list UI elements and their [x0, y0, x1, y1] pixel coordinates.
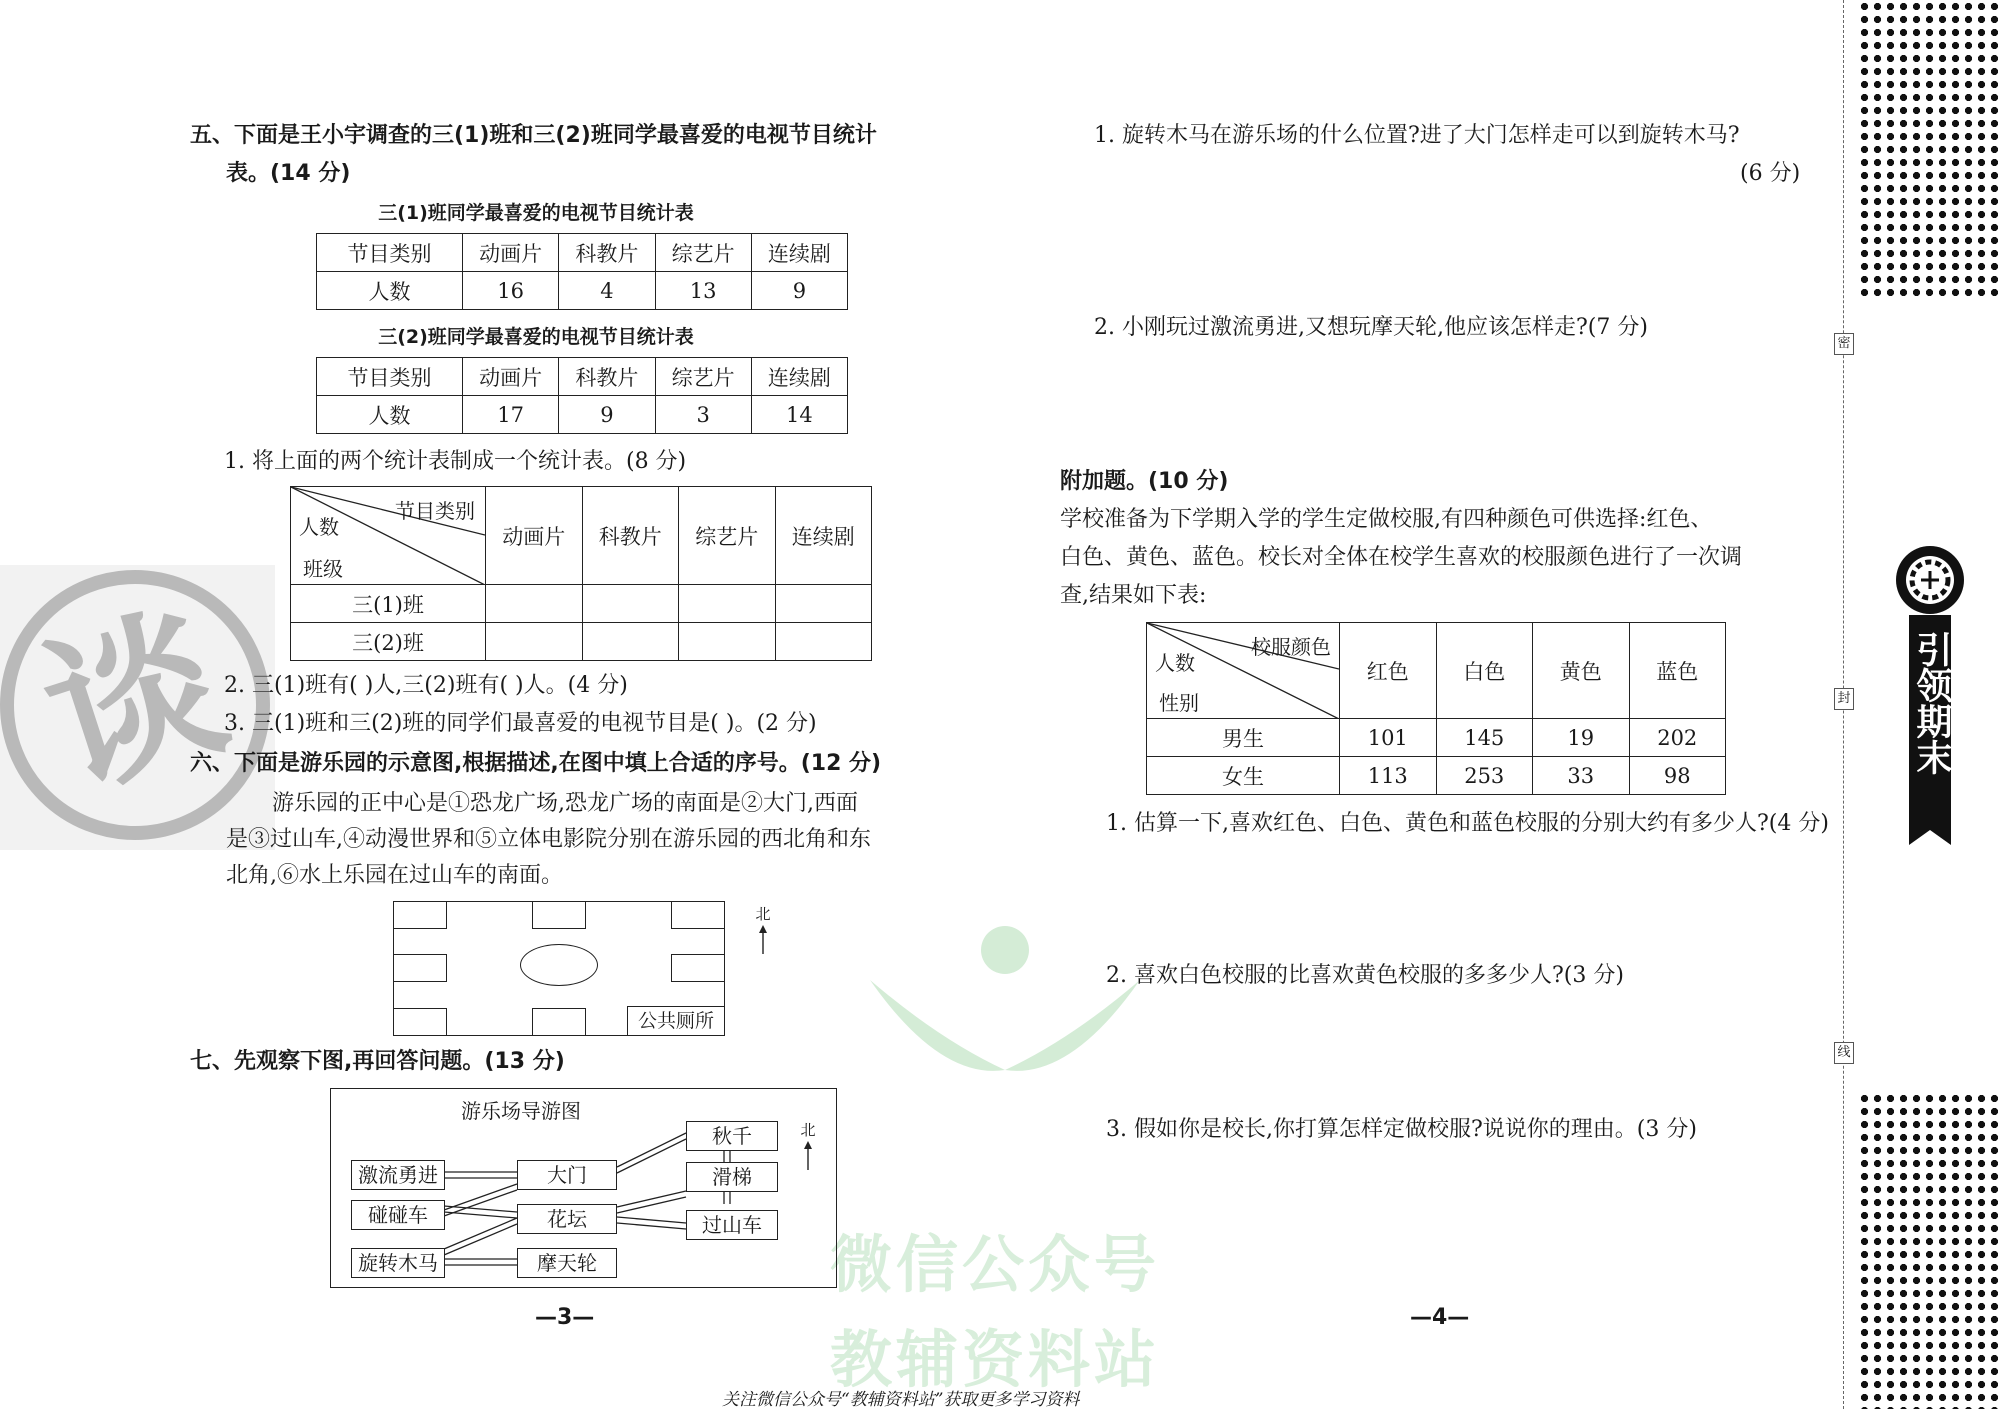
- table1-cat: 综艺片: [655, 234, 751, 272]
- uniform-value: 202: [1629, 719, 1726, 757]
- park-slot[interactable]: [532, 902, 586, 929]
- side-tab-text: 引领期末: [1911, 631, 1952, 775]
- q5-sub2: 2. 三(1)班有( )人,三(2)班有( )人。(4 分): [224, 673, 628, 698]
- toilet-label: 公共厕所: [637, 1010, 714, 1032]
- table1-caption: 三(1)班同学最喜爱的电视节目统计表: [378, 202, 694, 224]
- q6-body-line1: 游乐园的正中心是①恐龙广场,恐龙广场的南面是②大门,西面: [272, 791, 858, 816]
- table1-value: 4: [559, 272, 655, 310]
- watermark-line1: 微信公众号: [830, 1228, 1161, 1301]
- place-coaster: 过山车: [686, 1210, 778, 1240]
- q7-title: 七、先观察下图,再回答问题。(13 分): [190, 1049, 565, 1074]
- class2-table: [316, 357, 848, 434]
- watermark-logo: [830, 920, 1180, 1080]
- north-label: 北: [755, 905, 771, 923]
- bonus-line2: 白色、黄色、蓝色。校长对全体在校学生喜欢的校服颜色进行了一次调: [1060, 545, 1743, 570]
- uniform-value: 145: [1436, 719, 1533, 757]
- bonus-line1: 学校准备为下学期入学的学生定做校服,有四种颜色可供选择:红色、: [1060, 507, 1713, 532]
- uniform-value: 19: [1533, 719, 1630, 757]
- combined-blank-cell[interactable]: [679, 585, 776, 623]
- combined-cat: 动画片: [486, 487, 583, 585]
- bonus-title: 附加题。(10 分): [1060, 469, 1229, 494]
- table2-row-label: 人数: [317, 396, 463, 434]
- park-slot[interactable]: [394, 1008, 447, 1035]
- uniform-header-mid: 人数: [1155, 651, 1195, 675]
- place-ferris: 摩天轮: [517, 1248, 617, 1278]
- combined-blank-cell[interactable]: [582, 623, 679, 661]
- park-slot[interactable]: [671, 954, 724, 982]
- table1-cat: 连续剧: [751, 234, 847, 272]
- q7-sub1-line2: (6 分): [1740, 161, 1801, 186]
- uniform-color: 红色: [1340, 623, 1437, 719]
- park-slot[interactable]: [394, 902, 447, 929]
- combined-blank-cell[interactable]: [775, 623, 872, 661]
- q6-body-line2: 是③过山车,④动漫世界和⑤立体电影院分别在游乐园的西北角和东: [226, 827, 871, 852]
- table2-cat: 科教片: [559, 358, 655, 396]
- uniform-value: 113: [1340, 757, 1437, 795]
- combined-cat: 综艺片: [679, 487, 776, 585]
- combined-blank-cell[interactable]: [486, 585, 583, 623]
- combined-blank-cell[interactable]: [486, 623, 583, 661]
- combined-table[interactable]: [290, 486, 872, 661]
- north-arrow-icon: [797, 1140, 819, 1170]
- table2-value: 17: [463, 396, 559, 434]
- q6-title: 六、下面是游乐园的示意图,根据描述,在图中填上合适的序号。(12 分): [190, 751, 882, 776]
- uniform-color: 蓝色: [1629, 623, 1726, 719]
- footer-note: 关注微信公众号“教辅资料站”获取更多学习资料: [722, 1390, 1080, 1410]
- uniform-header-top: 校服颜色: [1251, 635, 1331, 659]
- page-number-right: —4—: [1410, 1305, 1470, 1330]
- park-diagram: [393, 901, 725, 1036]
- svg-text:谈: 谈: [22, 581, 246, 823]
- combined-cat: 连续剧: [775, 487, 872, 585]
- uniform-color-table: [1146, 622, 1726, 795]
- binding-label-xian: 线: [1834, 1042, 1854, 1064]
- uniform-value: 101: [1340, 719, 1437, 757]
- park-slot[interactable]: [532, 1008, 586, 1035]
- table2-value: 14: [751, 396, 847, 434]
- table2-header-label: 节目类别: [317, 358, 463, 396]
- dot-pattern-bottom: [1858, 1092, 2000, 1409]
- table1-cat: 动画片: [463, 234, 559, 272]
- place-bumper: 碰碰车: [351, 1200, 445, 1230]
- north-arrow-icon: [752, 924, 774, 954]
- table2-caption: 三(2)班同学最喜爱的电视节目统计表: [378, 326, 694, 348]
- table1-value: 13: [655, 272, 751, 310]
- table1-cat: 科教片: [559, 234, 655, 272]
- q5-title-line1: 五、下面是王小宇调查的三(1)班和三(2)班同学最喜爱的电视节目统计: [190, 123, 877, 148]
- q7-sub2: 2. 小刚玩过激流勇进,又想玩摩天轮,他应该怎样走?(7 分): [1094, 315, 1648, 340]
- combined-cat: 科教片: [582, 487, 679, 585]
- q6-body-line3: 北角,⑥水上乐园在过山车的南面。: [226, 863, 563, 888]
- bonus-line3: 查,结果如下表:: [1060, 583, 1207, 608]
- class1-table: [316, 233, 848, 310]
- uniform-value: 253: [1436, 757, 1533, 795]
- north-indicator-q6: [752, 903, 774, 953]
- q5-title-line2: 表。(14 分): [226, 161, 351, 186]
- combined-header-bottom: 班级: [303, 557, 343, 581]
- park-center-ellipse[interactable]: [520, 944, 598, 986]
- table1-row-label: 人数: [317, 272, 463, 310]
- uniform-header-bottom: 性别: [1159, 691, 1199, 715]
- park-slot[interactable]: [394, 954, 447, 982]
- park-slot[interactable]: [671, 902, 724, 929]
- uniform-diagonal-header: [1147, 623, 1340, 719]
- watermark-line2: 教辅资料站: [830, 1323, 1161, 1396]
- leaf-logo-icon: [830, 920, 1180, 1080]
- dot-pattern-top: [1858, 0, 2000, 300]
- combined-blank-cell[interactable]: [775, 585, 872, 623]
- table2-cat: 综艺片: [655, 358, 751, 396]
- uniform-color: 白色: [1436, 623, 1533, 719]
- toilet-box: [627, 1006, 724, 1035]
- combined-row-label: 三(1)班: [291, 585, 486, 623]
- north-indicator-q7: [797, 1119, 819, 1169]
- page-number-left: —3—: [535, 1305, 595, 1330]
- binding-label-feng: 封: [1834, 688, 1854, 710]
- table2-value: 9: [559, 396, 655, 434]
- table2-value: 3: [655, 396, 751, 434]
- combined-row-label: 三(2)班: [291, 623, 486, 661]
- place-slide: 滑梯: [686, 1162, 778, 1192]
- combined-header-top: 节目类别: [395, 499, 475, 523]
- north-label: 北: [800, 1121, 816, 1139]
- uniform-value: 98: [1629, 757, 1726, 795]
- uniform-row-label: 男生: [1147, 719, 1340, 757]
- q5-sub3: 3. 三(1)班和三(2)班的同学们最喜爱的电视节目是( )。(2 分): [224, 711, 817, 736]
- q7-sub1-line1: 1. 旋转木马在游乐场的什么位置?进了大门怎样走可以到旋转木马?: [1094, 123, 1740, 148]
- combined-blank-cell[interactable]: [582, 585, 679, 623]
- place-rapids: 激流勇进: [351, 1160, 445, 1190]
- bonus-sub3: 3. 假如你是校长,你打算怎样定做校服?说说你的理由。(3 分): [1106, 1117, 1697, 1142]
- place-garden: 花坛: [517, 1204, 617, 1234]
- uniform-color: 黄色: [1533, 623, 1630, 719]
- table1-header-label: 节目类别: [317, 234, 463, 272]
- binding-label-mi: 密: [1834, 333, 1854, 355]
- combined-blank-cell[interactable]: [679, 623, 776, 661]
- place-carousel: 旋转木马: [351, 1248, 445, 1278]
- table2-cat: 连续剧: [751, 358, 847, 396]
- combined-diagonal-header: [291, 487, 486, 585]
- guide-map-title: 游乐场导游图: [461, 1099, 581, 1123]
- table2-cat: 动画片: [463, 358, 559, 396]
- guide-map: [330, 1088, 837, 1288]
- bonus-sub2: 2. 喜欢白色校服的比喜欢黄色校服的多多少人?(3 分): [1106, 963, 1624, 988]
- combined-header-mid: 人数: [299, 515, 339, 539]
- table1-value: 16: [463, 272, 559, 310]
- place-gate: 大门: [517, 1160, 617, 1190]
- bonus-sub1: 1. 估算一下,喜欢红色、白色、黄色和蓝色校服的分别大约有多少人?(4 分): [1106, 811, 1829, 836]
- q5-sub1: 1. 将上面的两个统计表制成一个统计表。(8 分): [224, 449, 687, 474]
- table1-value: 9: [751, 272, 847, 310]
- uniform-row-label: 女生: [1147, 757, 1340, 795]
- uniform-value: 33: [1533, 757, 1630, 795]
- seal-stamp: [0, 565, 275, 850]
- place-swing: 秋千: [686, 1121, 778, 1151]
- side-tab: [1895, 545, 1965, 855]
